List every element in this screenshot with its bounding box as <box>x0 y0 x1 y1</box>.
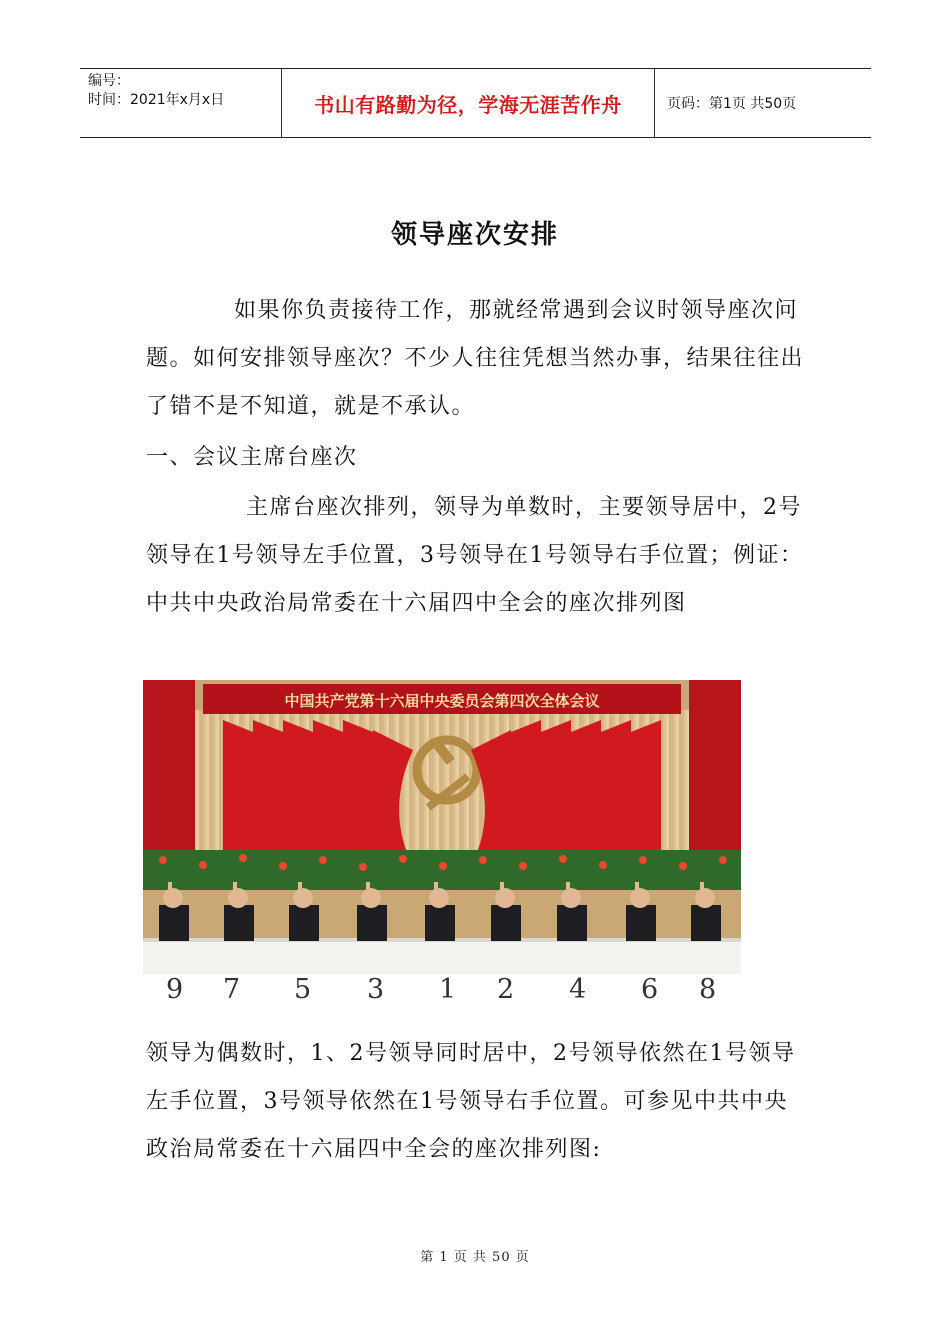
date-label: 时间：2021年x月x日 <box>88 92 225 108</box>
header-meta <box>80 69 282 137</box>
stage-illustration <box>143 680 741 974</box>
right-flags <box>471 720 661 860</box>
left-flags <box>223 720 413 860</box>
page-header <box>80 68 871 138</box>
header-page-info: 页码：第1页 共50页 <box>667 96 797 112</box>
seat-number: 9 <box>166 974 184 1005</box>
document-title: 领导座次安排 <box>390 220 559 250</box>
page-footer: 第 1 页 共 50 页 <box>420 1250 530 1265</box>
number-label: 编号： <box>88 73 130 89</box>
even-rule-paragraph: 领导为偶数时，1、2号领导同时居中，2号领导依然在1号领导左手位置，3号领导依然在1号领导右手位置。可参见中共中央政治局常委在十六届四中全会的座次排列图: <box>146 1041 796 1162</box>
seat-number: 5 <box>294 974 312 1005</box>
section-heading: 一、会议主席台座次 <box>146 445 358 470</box>
seat-number: 3 <box>367 974 385 1005</box>
odd-rule-paragraph: 主席台座次排列，领导为单数时，主要领导居中，2号领导在1号领导左手位置，3号领导在1号领导右手位置；例证：中共中央政治局常委在十六届四中全会的座次排列图 <box>146 495 804 616</box>
seat-number: 8 <box>699 974 717 1005</box>
banner-text: 中国共产党第十六届中央委员会第四次全体会议 <box>284 692 600 710</box>
seat-number: 2 <box>497 974 515 1005</box>
intro-paragraph: 如果你负责接待工作，那就经常遇到会议时领导座次问题。如何安排领导座次？不少人往往凭想当然办事，结果往往出了错不是不知道，就是不承认。 <box>146 298 805 419</box>
leaders <box>159 882 721 941</box>
seat-number: 4 <box>569 974 587 1005</box>
seat-number: 6 <box>641 974 659 1005</box>
seat-number: 1 <box>439 974 457 1005</box>
header-motto: 书山有路勤为径，学海无涯苦作舟 <box>282 69 655 137</box>
seat-numbers <box>143 974 741 1008</box>
seat-number: 7 <box>223 974 241 1005</box>
meeting-photo <box>143 680 741 974</box>
